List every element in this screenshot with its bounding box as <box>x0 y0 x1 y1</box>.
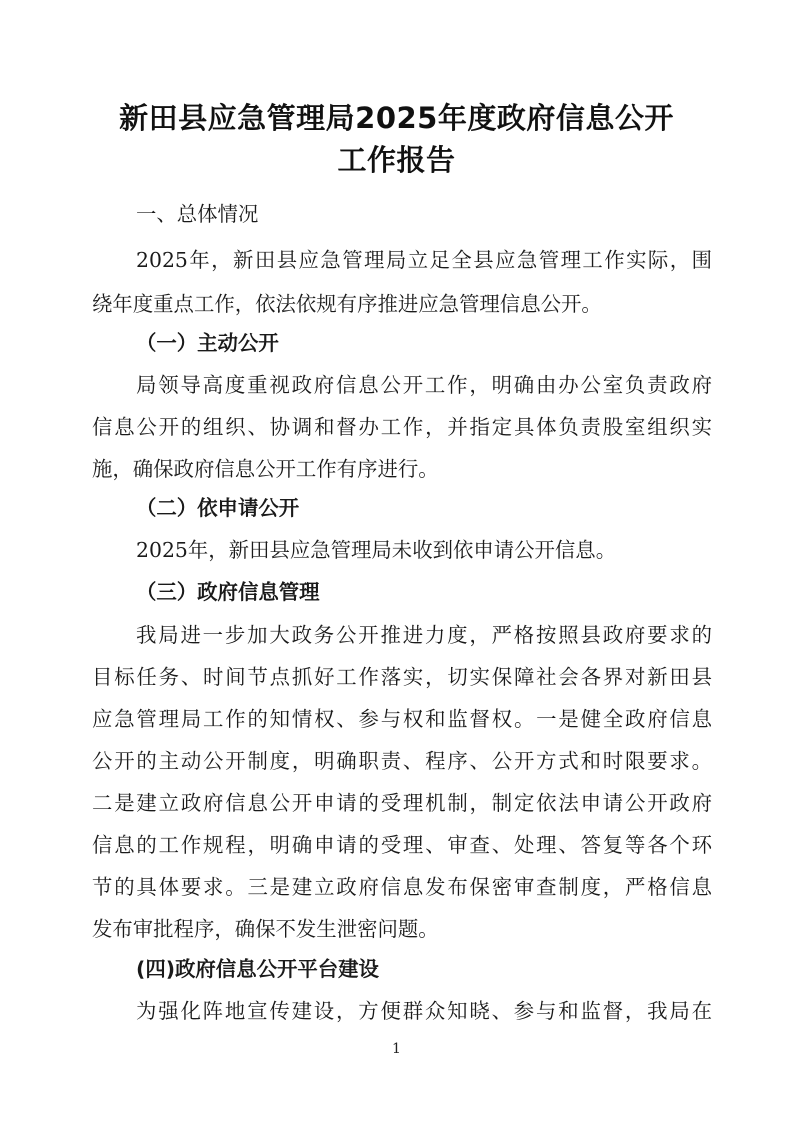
paragraph-line: 节的具体要求。三是建立政府信息发布保密审查制度，严格信息 <box>92 875 712 899</box>
paragraph-line: 绕年度重点工作，依法依规有序推进应急管理信息公开。 <box>92 292 602 316</box>
subsection-heading-platform-construction: (四)政府信息公开平台建设 <box>136 957 379 981</box>
section-heading-overview: 一、总体情况 <box>136 202 259 226</box>
report-title-line-2: 工作报告 <box>337 143 456 177</box>
paragraph-line: 公开的主动公开制度，明确职责、程序、公开方式和时限要求。 <box>92 749 712 773</box>
paragraph-line: 2025年，新田县应急管理局立足全县应急管理工作实际，围 <box>136 248 712 272</box>
paragraph-line: 发布审批程序，确保不发生泄密问题。 <box>92 917 439 941</box>
subsection-heading-request-disclosure: （二）依申请公开 <box>136 496 300 520</box>
paragraph-line: 2025年，新田县应急管理局未收到依申请公开信息。 <box>136 538 617 562</box>
paragraph-line: 局领导高度重视政府信息公开工作，明确由办公室负责政府 <box>136 373 712 397</box>
subsection-heading-proactive-disclosure: （一）主动公开 <box>136 331 279 355</box>
paragraph-line: 二是建立政府信息公开申请的受理机制，制定依法申请公开政府 <box>92 791 712 815</box>
paragraph-line: 信息公开的组织、协调和督办工作，并指定具体负责股室组织实 <box>92 415 712 439</box>
page-number: 1 <box>392 1041 401 1057</box>
paragraph-line: 为强化阵地宣传建设，方便群众知晓、参与和监督，我局在 <box>136 999 712 1023</box>
paragraph-line: 目标任务、时间节点抓好工作落实，切实保障社会各界对新田县 <box>92 665 712 689</box>
paragraph-line: 信息的工作规程，明确申请的受理、审查、处理、答复等各个环 <box>92 833 712 857</box>
paragraph-line: 我局进一步加大政务公开推进力度，严格按照县政府要求的 <box>136 623 712 647</box>
paragraph-line: 应急管理局工作的知情权、参与权和监督权。一是健全政府信息 <box>92 707 712 731</box>
report-title-line-1: 新田县应急管理局2025年度政府信息公开 <box>119 101 674 135</box>
paragraph-line: 施，确保政府信息公开工作有序进行。 <box>92 457 439 481</box>
subsection-heading-info-management: （三）政府信息管理 <box>136 580 320 604</box>
